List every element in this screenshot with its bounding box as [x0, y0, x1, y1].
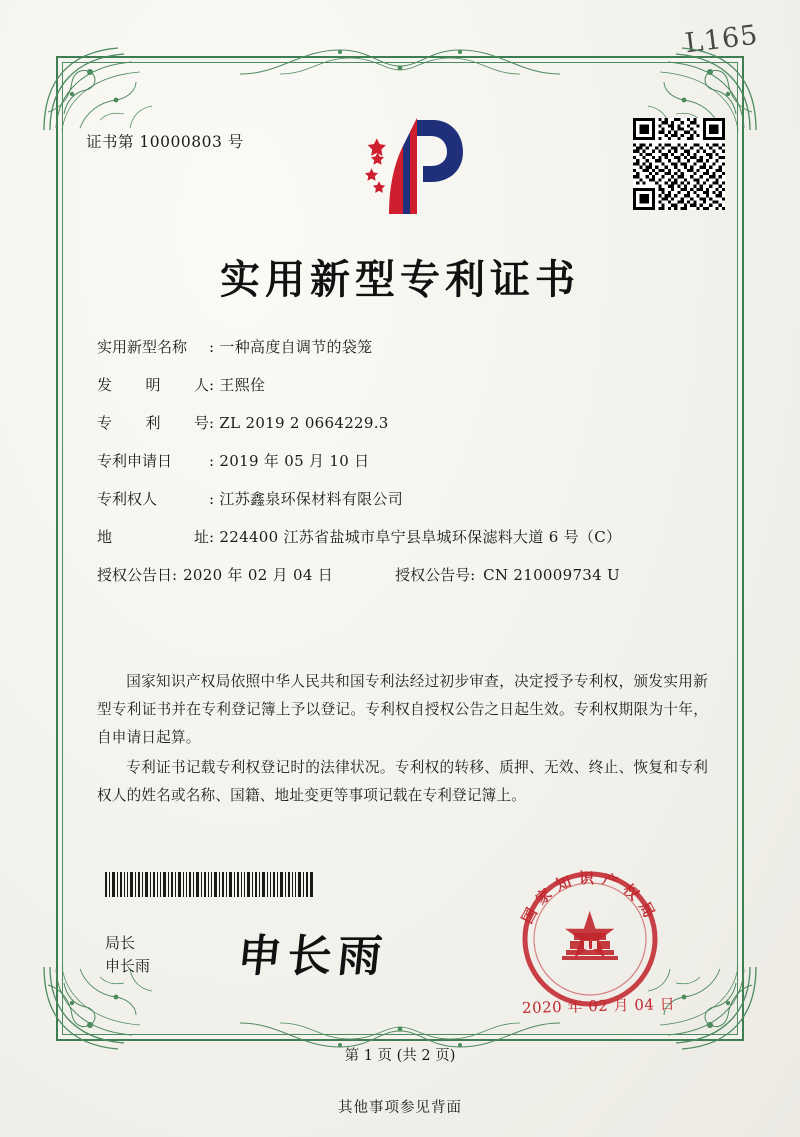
director-name: 申长雨 [105, 957, 151, 975]
field-label-inventor [97, 378, 209, 393]
label-char: 明 [145, 376, 161, 394]
address-text: 224400 江苏省盐城市阜宁县阜城环保滤料大道 6 号（C） [219, 528, 622, 546]
field-row-announcement [97, 568, 710, 583]
field-label-patentee: 专利权人 [97, 490, 158, 508]
patentee-text: 江苏鑫泉环保材料有限公司 [219, 490, 404, 508]
back-side-note: 其他事项参见背面 [338, 1100, 462, 1116]
field-value-application-date: : 2019 年 05 月 10 日 [209, 452, 370, 470]
label-char: 利 [145, 414, 161, 432]
certificate-number: 证书第 10000803 号 [86, 133, 244, 151]
field-row-patent-number [97, 416, 710, 431]
signature-block [105, 932, 150, 978]
announcement-date-value: 2020 年 02 月 04 日 [183, 566, 334, 584]
field-row-application-date [97, 454, 710, 469]
director-label: 局长 [105, 934, 136, 952]
field-value-address: : 224400 江苏省盐城市阜宁县阜城环保滤料大道 6 号（C） [209, 528, 622, 546]
archive-number-handwritten: L165 [682, 19, 760, 60]
body-paragraph-1: 国家知识产权局依照中华人民共和国专利法经过初步审查，决定授予专利权，颁发实用新型专利证书并在专利登记簿上予以登记。专利权自授权公告之日起生效。专利权期限为十年，自申请日起算。 [97, 673, 708, 746]
body-paragraph-2: 专利证书记载专利权登记时的法律状况。专利权的转移、质押、无效、终止、恢复和专利权人的姓名或名称、国籍、地址变更等事项记载在专利登记簿上。 [97, 759, 708, 804]
qr-code [633, 118, 725, 210]
field-label-address [97, 530, 209, 545]
cnipa-logo-icon [355, 112, 475, 222]
barcode [105, 872, 313, 897]
label-char: 专 [97, 414, 113, 432]
label-char: 址 [193, 528, 209, 546]
field-label-application-date: 专利申请日 [97, 452, 173, 470]
patent-number-text: ZL 2019 2 0664229.3 [219, 414, 389, 432]
label-char: 地 [97, 528, 113, 546]
certificate-body-text [97, 668, 708, 812]
field-row-address [97, 530, 710, 545]
field-value-patentee: : 江苏鑫泉环保材料有限公司 [209, 490, 404, 508]
label-char: 号 [193, 414, 209, 432]
announcement-number-label: 授权公告号: [395, 566, 476, 584]
field-value-invention-name: : 一种高度自调节的袋笼 [209, 338, 373, 356]
patent-fields [97, 340, 710, 606]
field-row-invention-name [97, 340, 710, 355]
field-value-patent-number: : ZL 2019 2 0664229.3 [209, 414, 389, 432]
field-row-patentee [97, 492, 710, 507]
label-char: 人 [193, 376, 209, 394]
field-row-inventor [97, 378, 710, 393]
page-indicator: 第 1 页 (共 2 页) [344, 1048, 456, 1064]
field-value-inventor: : 王熙佺 [209, 376, 266, 394]
page-title: 实用新型专利证书 [220, 256, 580, 303]
application-date-text: 2019 年 05 月 10 日 [219, 452, 370, 470]
inventor-text: 王熙佺 [219, 376, 266, 394]
field-label-invention-name: 实用新型名称 [97, 338, 188, 356]
field-label-patent-number [97, 416, 209, 431]
invention-name-text: 一种高度自调节的袋笼 [219, 338, 373, 356]
announcement-number-value: CN 210009734 U [483, 566, 620, 584]
handwritten-signature: 申长雨 [234, 931, 391, 982]
seal-date: 2020 年 02 月 04 日 [521, 994, 676, 1018]
seal-ring-text: 国家知识产权局 [518, 869, 662, 927]
announcement-date-label: 授权公告日: [97, 566, 178, 584]
label-char: 发 [97, 376, 113, 394]
